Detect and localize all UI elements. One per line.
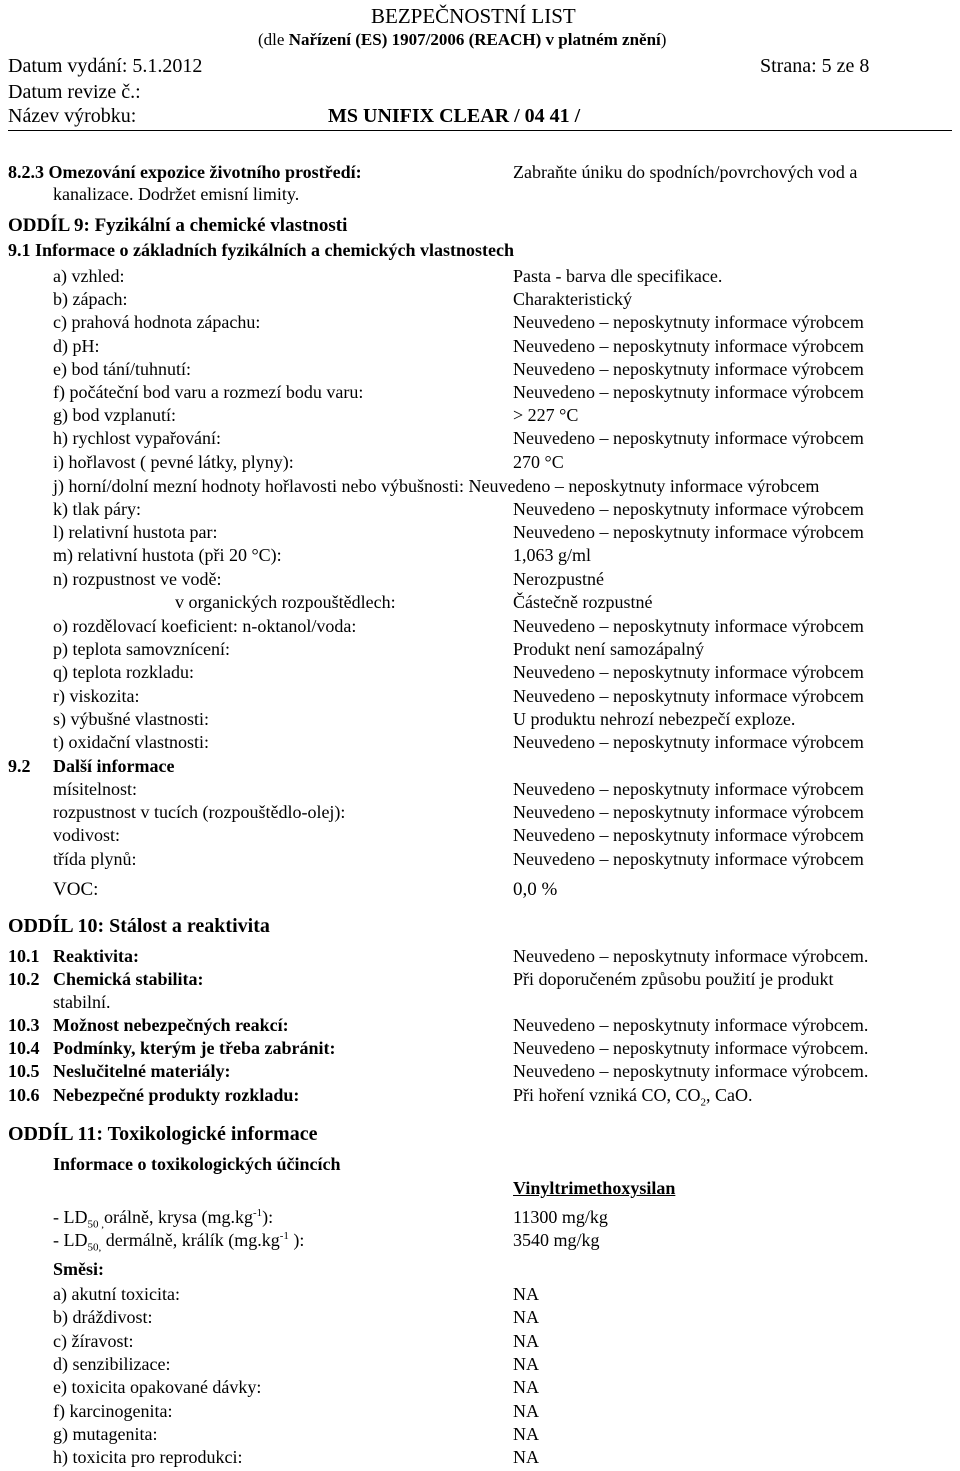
- mixture-toxicity-row-label: h) toxicita pro reprodukci:: [53, 1447, 243, 1468]
- property-row-label: e) bod tání/tuhnutí:: [53, 358, 191, 379]
- revision-date: Datum revize č.:: [8, 81, 141, 103]
- product-label: Název výrobku:: [8, 105, 137, 127]
- property-row-label: l) relativní hustota par:: [53, 522, 218, 543]
- regulation-suffix: ): [660, 30, 667, 49]
- mixture-toxicity-row-label: c) žíravost:: [53, 1330, 134, 1351]
- additional-info-row-label: vodivost:: [53, 825, 121, 846]
- property-row-label: h) rychlost vypařování:: [53, 428, 221, 449]
- mixture-toxicity-row-value: NA: [513, 1353, 539, 1374]
- section-9-heading: ODDÍL 9: Fyzikální a chemické vlastnosti: [8, 215, 348, 236]
- stability-row-number: 10.1: [8, 946, 40, 966]
- additional-info-row-value: Neuvedeno – neposkytnuty informace výrobcem: [513, 825, 864, 846]
- property-row-value: Neuvedeno – neposkytnuty informace výrobcem: [513, 382, 864, 402]
- ld50-oral-value: 11300 mg/kg: [513, 1207, 608, 1227]
- stability-row-value: [513, 1085, 753, 1109]
- stability-row-number: 10.2: [8, 969, 40, 989]
- stability-row-value: Neuvedeno – neposkytnuty informace výrobcem.: [513, 946, 869, 966]
- property-row-label: s) výbušné vlastnosti:: [53, 708, 209, 729]
- decomposition-products-text: Při hoření vzniká CO, CO: [513, 1085, 701, 1105]
- ld50-oral-subscript: 50 ,: [87, 1218, 104, 1231]
- header-divider: [8, 130, 952, 131]
- property-row-value: 1,063 g/ml: [513, 545, 592, 566]
- voc-label: VOC:: [53, 879, 99, 900]
- property-row-j: j) horní/dolní mezní hodnoty hořlavosti nebo výbušnosti: Neuvedeno – neposkytnuty informace výrobcem: [53, 476, 820, 496]
- regulation-name: Nařízení (ES) 1907/2006 (REACH) v platném znění: [288, 30, 661, 49]
- additional-info-row-value: Neuvedeno – neposkytnuty informace výrobcem: [513, 848, 864, 869]
- additional-info-row-label: rozpustnost v tucích (rozpouštědlo-olej):: [53, 802, 346, 823]
- property-row-value: Charakteristický: [513, 289, 632, 310]
- stability-row-number: 10.4: [8, 1038, 40, 1058]
- property-row-label: k) tlak páry:: [53, 499, 141, 519]
- ld50-dermal-label: [53, 1230, 305, 1254]
- property-row-label: r) viskozita:: [53, 685, 140, 706]
- property-row-label: t) oxidační vlastnosti:: [53, 732, 209, 752]
- ld50-oral-label: [53, 1207, 274, 1231]
- stability-row-label: Nebezpečné produkty rozkladu:: [53, 1085, 300, 1105]
- stability-continuation: stabilní.: [53, 992, 111, 1012]
- mixture-toxicity-row-label: d) senzibilizace:: [53, 1353, 171, 1374]
- stability-row-number: 10.3: [8, 1015, 40, 1035]
- mixture-toxicity-row-label: g) mutagenita:: [53, 1423, 158, 1444]
- property-row-label: f) počáteční bod varu a rozmezí bodu varu:: [53, 382, 364, 402]
- mixture-toxicity-row-label: b) dráždivost:: [53, 1307, 153, 1328]
- section-9-2-heading: Další informace: [53, 756, 175, 776]
- mixture-toxicity-row-value: NA: [513, 1307, 539, 1328]
- property-row-label: o) rozdělovací koeficient: n-oktanol/voda:: [53, 616, 357, 636]
- property-row-value: Neuvedeno – neposkytnuty informace výrobcem: [513, 662, 864, 683]
- mixture-toxicity-row-label: f) karcinogenita:: [53, 1400, 173, 1421]
- property-row-label: g) bod vzplanutí:: [53, 405, 176, 426]
- property-row-value: Neuvedeno – neposkytnuty informace výrobcem: [513, 312, 864, 333]
- property-row-value: Pasta - barva dle specifikace.: [513, 266, 723, 286]
- property-row-value: Neuvedeno – neposkytnuty informace výrobcem: [513, 358, 864, 379]
- property-row-value: Produkt není samozápalný: [513, 639, 704, 660]
- organic-solubility-value: Částečně rozpustné: [513, 592, 653, 612]
- toxicology-subheading: Informace o toxikologických účincích: [53, 1154, 341, 1174]
- co2-subscript: 2: [700, 1096, 706, 1109]
- organic-solubility-label: v organických rozpouštědlech:: [175, 592, 396, 612]
- property-row-value: 270 °C: [513, 451, 564, 472]
- ld50-oral-suffix: ):: [262, 1207, 274, 1227]
- ld50-dermal-text: dermálně, králík (mg.kg: [101, 1230, 280, 1250]
- decomposition-products-tail: , CaO.: [705, 1085, 753, 1105]
- product-name: MS UNIFIX CLEAR / 04 41 /: [328, 105, 581, 127]
- ld50-oral-text: orálně, krysa (mg.kg: [104, 1207, 253, 1227]
- property-row-label: n) rozpustnost ve vodě:: [53, 568, 222, 589]
- additional-info-row-label: třída plynů:: [53, 848, 137, 869]
- issue-date: Datum vydání: 5.1.2012: [8, 55, 203, 77]
- ld50-dermal-suffix: ):: [288, 1230, 305, 1250]
- ld50-oral-superscript: -1: [252, 1207, 263, 1219]
- ld50-oral-prefix: - LD: [53, 1207, 88, 1227]
- ld50-dermal-prefix: - LD: [53, 1230, 88, 1250]
- mixture-toxicity-row-label: e) toxicita opakované dávky:: [53, 1377, 262, 1398]
- section-10-heading: ODDÍL 10: Stálost a reaktivita: [8, 915, 270, 937]
- property-row-label: c) prahová hodnota zápachu:: [53, 312, 261, 333]
- mixture-toxicity-row-value: NA: [513, 1377, 539, 1398]
- stability-row-value: Neuvedeno – neposkytnuty informace výrobcem.: [513, 1038, 869, 1058]
- stability-row-label: Reaktivita:: [53, 946, 139, 966]
- additional-info-row-label: mísitelnost:: [53, 779, 138, 799]
- mixture-toxicity-row-value: NA: [513, 1330, 539, 1351]
- property-row-value: Neuvedeno – neposkytnuty informace výrobcem: [513, 732, 864, 752]
- property-row-value: > 227 °C: [513, 405, 579, 426]
- stability-row-label: Chemická stabilita:: [53, 969, 204, 989]
- page-number: Strana: 5 ze 8: [760, 55, 870, 77]
- additional-info-row-value: Neuvedeno – neposkytnuty informace výrobcem: [513, 779, 864, 799]
- section-8-value: Zabraňte úniku do spodních/povrchových vod a: [513, 162, 858, 182]
- regulation-prefix: (dle: [258, 30, 289, 49]
- property-row-value: Neuvedeno – neposkytnuty informace výrobcem: [513, 616, 864, 636]
- substance-name: Vinyltrimethoxysilan: [513, 1178, 676, 1198]
- additional-info-row-value: Neuvedeno – neposkytnuty informace výrobcem: [513, 802, 864, 823]
- stability-row-number: 10.6: [8, 1085, 40, 1105]
- mixture-toxicity-row-value: NA: [513, 1423, 539, 1444]
- property-row-value: Nerozpustné: [513, 568, 604, 589]
- section-11-heading: ODDÍL 11: Toxikologické informace: [8, 1123, 318, 1145]
- mixtures-heading: Směsi:: [53, 1259, 104, 1279]
- stability-row-label: Možnost nebezpečných reakcí:: [53, 1015, 289, 1035]
- section-9-1-heading: 9.1 Informace o základních fyzikálních a chemických vlastnostech: [8, 240, 514, 260]
- ld50-dermal-subscript: 50,: [87, 1241, 102, 1254]
- mixture-toxicity-row-value: NA: [513, 1400, 539, 1421]
- property-row-label: a) vzhled:: [53, 266, 125, 286]
- stability-row-value: Neuvedeno – neposkytnuty informace výrobcem.: [513, 1061, 869, 1081]
- ld50-dermal-value: 3540 mg/kg: [513, 1230, 600, 1250]
- section-9-2-number: 9.2: [8, 756, 31, 776]
- property-row-value: Neuvedeno – neposkytnuty informace výrobcem: [513, 335, 864, 356]
- property-row-label: d) pH:: [53, 335, 100, 356]
- property-row-value: U produktu nehrozí nebezpečí exploze.: [513, 708, 796, 729]
- stability-row-value: Při doporučeném způsobu použití je produkt: [513, 969, 834, 989]
- property-row-label: q) teplota rozkladu:: [53, 662, 194, 683]
- property-row-label: b) zápach:: [53, 289, 128, 310]
- property-row-value: Neuvedeno – neposkytnuty informace výrobcem: [513, 428, 864, 449]
- mixture-toxicity-row-label: a) akutní toxicita:: [53, 1284, 180, 1304]
- section-8-value-cont: kanalizace. Dodržet emisní limity.: [53, 184, 300, 204]
- section-8-heading: 8.2.3 Omezování expozice životního prostředí:: [8, 162, 362, 182]
- mixture-toxicity-row-value: NA: [513, 1447, 539, 1468]
- property-row-label: p) teplota samovznícení:: [53, 639, 230, 660]
- property-row-value: Neuvedeno – neposkytnuty informace výrobcem: [513, 685, 864, 706]
- document-title: BEZPEČNOSTNÍ LIST: [371, 4, 576, 28]
- stability-row-value: Neuvedeno – neposkytnuty informace výrobcem.: [513, 1015, 869, 1035]
- property-row-label: i) hořlavost ( pevné látky, plyny):: [53, 451, 294, 472]
- stability-row-label: Podmínky, kterým je třeba zabránit:: [53, 1038, 336, 1058]
- property-row-value: Neuvedeno – neposkytnuty informace výrobcem: [513, 499, 864, 519]
- ld50-dermal-superscript: -1: [279, 1230, 289, 1242]
- stability-row-number: 10.5: [8, 1061, 40, 1081]
- regulation-line: [258, 31, 666, 48]
- property-row-label: m) relativní hustota (při 20 °C):: [53, 545, 282, 566]
- mixture-toxicity-row-value: NA: [513, 1284, 539, 1304]
- voc-value: 0,0 %: [513, 879, 558, 900]
- property-row-value: Neuvedeno – neposkytnuty informace výrobcem: [513, 522, 864, 543]
- stability-row-label: Neslučitelné materiály:: [53, 1061, 231, 1081]
